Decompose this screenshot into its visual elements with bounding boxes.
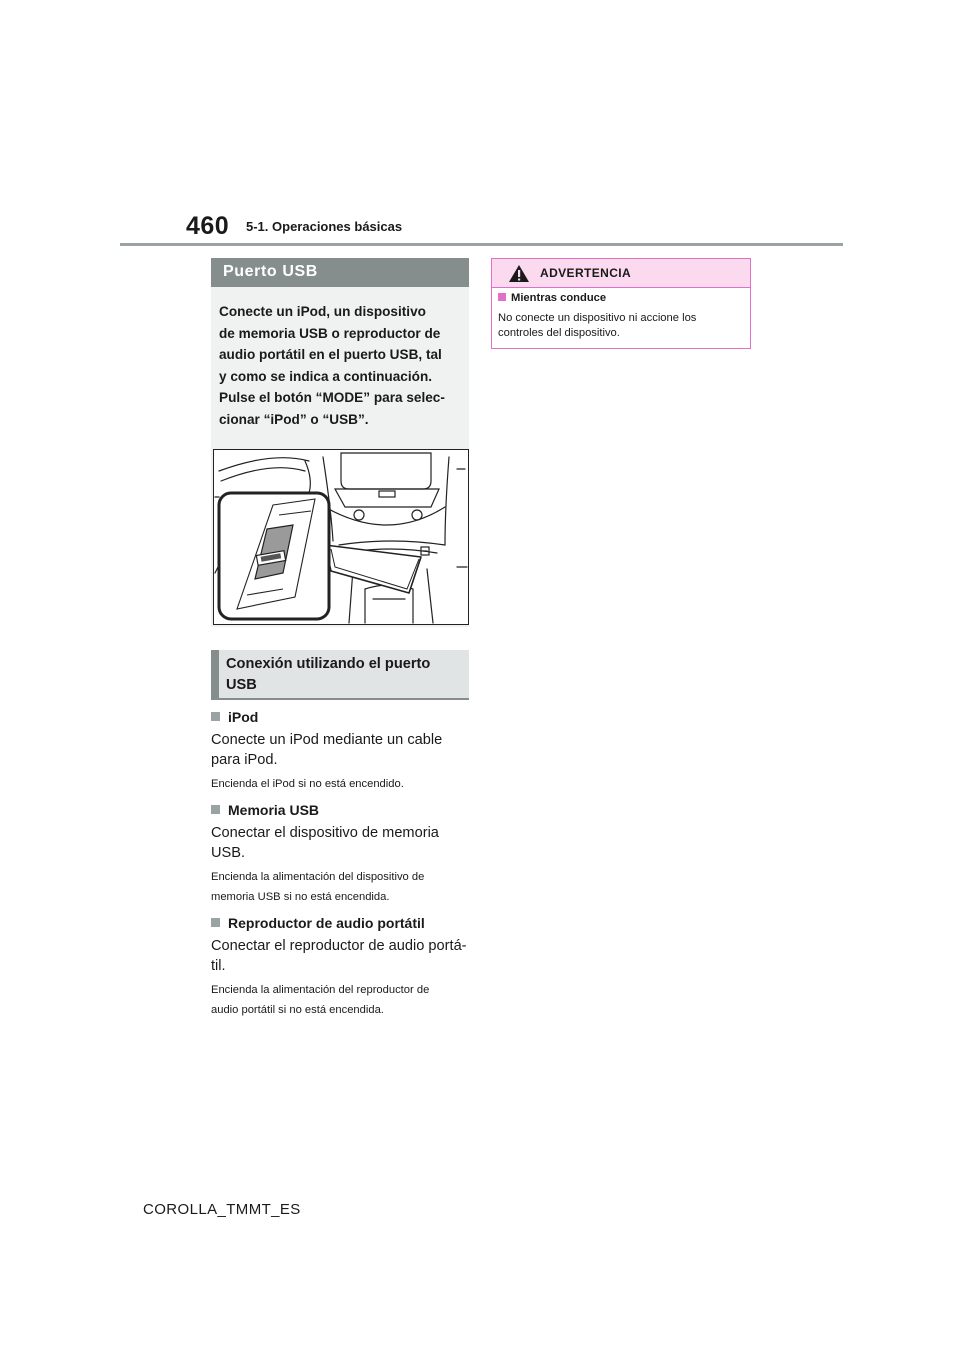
section-title: 5-1. Operaciones básicas bbox=[246, 219, 403, 234]
warning-box bbox=[491, 258, 751, 349]
connection-heading-line: Conexión utilizando el puerto bbox=[226, 656, 431, 672]
warning-triangle-icon bbox=[508, 264, 530, 283]
bullet-square-icon bbox=[211, 805, 220, 814]
usb-port-title: Puerto USB bbox=[211, 258, 469, 287]
warning-label: ADVERTENCIA bbox=[540, 266, 632, 280]
portable-audio-note: Encienda la alimentación del reproductor de audio portátil si no está encendida. bbox=[211, 984, 430, 1016]
warning-subtitle: Mientras conduce bbox=[498, 292, 606, 304]
warning-text: No conecte un dispositivo ni accione los controles del dispositivo. bbox=[498, 312, 697, 339]
usb-port-intro bbox=[211, 287, 469, 447]
connection-heading-line: USB bbox=[226, 677, 257, 693]
intro-line: Pulse el botón “MODE” para selec- bbox=[219, 390, 445, 406]
intro-line: de memoria USB o reproductor de bbox=[219, 325, 441, 341]
intro-line: y como se indica a continuación. bbox=[219, 368, 433, 384]
warning-header bbox=[492, 259, 750, 288]
usb-port-illustration bbox=[211, 447, 469, 627]
portable-audio-heading: Reproductor de audio portátil bbox=[211, 915, 425, 931]
dashboard-illustration bbox=[213, 449, 469, 625]
footer-code: COROLLA_TMMT_ES bbox=[143, 1201, 301, 1218]
usb-memory-heading: Memoria USB bbox=[211, 802, 319, 818]
intro-line: audio portátil en el puerto USB, tal bbox=[219, 347, 442, 363]
ipod-text: Conecte un iPod mediante un cable para iPod. bbox=[211, 732, 443, 768]
intro-line: cionar “iPod” o “USB”. bbox=[219, 411, 369, 427]
bullet-square-icon bbox=[211, 712, 220, 721]
ipod-heading: iPod bbox=[211, 709, 258, 725]
usb-memory-text: Conectar el dispositivo de memoria USB. bbox=[211, 825, 439, 861]
header-rule bbox=[120, 243, 843, 246]
portable-audio-text: Conectar el reproductor de audio portá- til. bbox=[211, 938, 467, 974]
bullet-square-icon bbox=[498, 293, 506, 301]
usb-memory-note: Encienda la alimentación del dispositivo de memoria USB si no está encendida. bbox=[211, 871, 425, 903]
ipod-note: Encienda el iPod si no está encendido. bbox=[211, 778, 404, 790]
connection-heading bbox=[211, 650, 469, 700]
page-number: 460 bbox=[186, 212, 230, 240]
bullet-square-icon bbox=[211, 918, 220, 927]
intro-line: Conecte un iPod, un dispositivo bbox=[219, 304, 426, 319]
